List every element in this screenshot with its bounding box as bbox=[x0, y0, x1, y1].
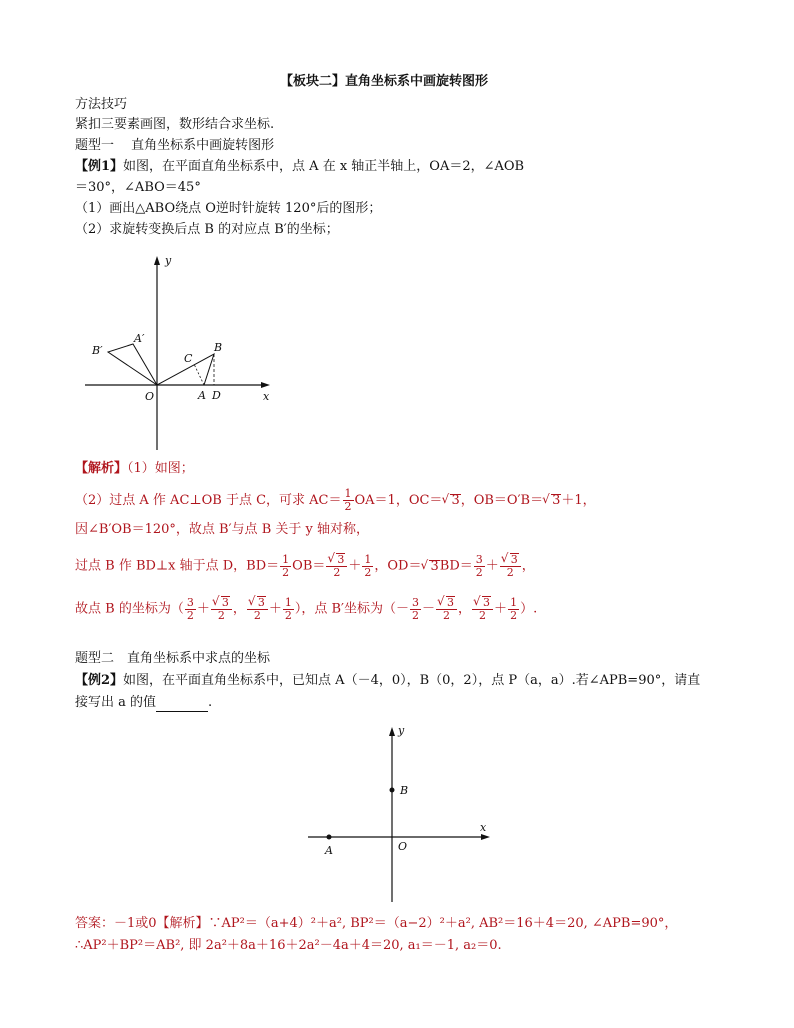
numerator: 1 bbox=[364, 552, 372, 566]
example2-label: 【例2】 bbox=[75, 673, 124, 688]
solution1-p3: 因∠B′OB＝120°，故点 B′与点 B 关于 y 轴对称， bbox=[75, 522, 369, 537]
denominator: 2 bbox=[217, 609, 225, 622]
numerator: 1 bbox=[344, 487, 352, 500]
solution1-p2 bbox=[75, 488, 596, 513]
sol1-text: （2）过点 A 作 AC⊥OB 于点 C，可求 AC＝ bbox=[75, 493, 342, 508]
fig2-label-x: x bbox=[480, 821, 487, 834]
answer-line2: ∴AP²＋BP²＝AB², 即 2a²＋8a＋16＋2a²－4a＋4＝20, a₁＝－1, a₂＝0. bbox=[75, 938, 502, 953]
fig1-label-o: O bbox=[145, 390, 155, 403]
fig2-y-arrow bbox=[389, 727, 395, 736]
fig1-label-y: y bbox=[165, 254, 172, 267]
sol1-text: ＋ bbox=[348, 558, 362, 574]
numerator bbox=[500, 553, 521, 567]
fig2-label-a: A bbox=[325, 844, 333, 857]
fig1-label-d: D bbox=[212, 389, 221, 402]
example1-label: 【例1】 bbox=[75, 159, 124, 174]
fig2-point-b bbox=[390, 788, 395, 793]
denominator: 2 bbox=[284, 608, 292, 622]
sol1-text: OA＝1，OC＝ bbox=[354, 493, 443, 508]
example2-text: 接写出 a 的值 bbox=[75, 695, 157, 710]
solution1-p1 bbox=[75, 460, 194, 478]
fig1-label-bp: B′ bbox=[92, 344, 103, 357]
sol1-text: ＋ bbox=[268, 601, 282, 617]
fig1-segment-ac bbox=[194, 364, 204, 385]
fraction-sqrt3-half bbox=[500, 553, 521, 579]
figure-1 bbox=[80, 250, 280, 455]
sqrt3: √ 3 bbox=[482, 596, 491, 609]
sol1-text: 过点 B 作 BD⊥x 轴于点 D，BD＝ bbox=[75, 558, 280, 574]
fraction-three-half bbox=[474, 554, 485, 579]
sqrt3: √ 3 bbox=[551, 494, 561, 507]
solution1-p4 bbox=[75, 553, 535, 579]
fig2-point-a bbox=[327, 835, 332, 840]
example1-question1: （1）画出△ABO绕点 O逆时针旋转 120°后的图形； bbox=[75, 201, 382, 216]
sol1-text: ， bbox=[232, 601, 246, 617]
sol1-text: ＋ bbox=[485, 558, 499, 574]
fraction-half bbox=[283, 597, 294, 622]
sol1-text: BD＝ bbox=[439, 558, 473, 574]
numerator bbox=[326, 553, 347, 567]
denominator: 2 bbox=[506, 566, 514, 579]
fraction-sqrt3-half bbox=[436, 596, 457, 622]
denominator: 2 bbox=[479, 609, 487, 622]
sol1-text: ）. bbox=[520, 601, 538, 617]
denominator: 2 bbox=[412, 608, 420, 622]
sol1-text: ， bbox=[458, 601, 472, 617]
page-title: 【板块二】直角坐标系中画旋转图形 bbox=[280, 74, 489, 89]
fig2-label-y: y bbox=[398, 724, 405, 737]
fig1-y-arrow bbox=[154, 256, 160, 265]
sol1-text: － bbox=[422, 601, 436, 617]
denominator: 2 bbox=[333, 566, 341, 579]
sol1-text: 故点 B 的坐标为（ bbox=[75, 601, 184, 617]
numerator: 3 bbox=[412, 595, 420, 609]
example2-text: . bbox=[208, 695, 213, 710]
solution1-p5 bbox=[75, 596, 537, 622]
fraction-half bbox=[280, 554, 291, 579]
sol1-text: ＋ bbox=[196, 601, 210, 617]
fraction-sqrt3-half bbox=[326, 553, 347, 579]
fig1-label-x: x bbox=[263, 390, 270, 403]
example2-line2 bbox=[75, 694, 212, 712]
sqrt3: √ 3 bbox=[336, 553, 345, 566]
sol1-text: ＋ bbox=[494, 601, 508, 617]
solution1-part1: （1）如图； bbox=[127, 461, 194, 476]
fraction-three-half bbox=[185, 597, 196, 622]
sqrt3: √ 3 bbox=[429, 560, 439, 573]
solution1-label: 【解析】 bbox=[75, 461, 128, 476]
method-text: 紧扣三要素画图，数形结合求坐标. bbox=[75, 117, 275, 132]
fig1-label-ap: A′ bbox=[134, 332, 145, 345]
example2-line1 bbox=[75, 672, 700, 690]
numerator bbox=[247, 596, 268, 610]
sol1-text: ），点 B′坐标为（－ bbox=[294, 601, 410, 617]
sol1-text: ， bbox=[521, 558, 535, 574]
numerator bbox=[436, 596, 457, 610]
denominator: 2 bbox=[475, 565, 483, 579]
figure-2 bbox=[300, 722, 500, 907]
answer-line1: 答案：－1或0【解析】∵AP²＝（a+4）²＋a², BP²＝（a−2）²＋a², AB²＝16＋4＝20, ∠APB=90°， bbox=[75, 916, 678, 931]
fig2-label-b: B bbox=[400, 784, 409, 797]
numerator bbox=[472, 596, 493, 610]
sol1-text: ，OB＝O′B＝ bbox=[460, 493, 544, 508]
type1-heading: 题型一 直角坐标系中画旋转图形 bbox=[75, 138, 275, 153]
numerator: 1 bbox=[284, 595, 292, 609]
sqrt3: √ 3 bbox=[257, 596, 266, 609]
example1-line1 bbox=[75, 158, 524, 176]
numerator: 1 bbox=[510, 595, 518, 609]
fig1-triangle-rotated bbox=[108, 344, 157, 385]
numerator: 3 bbox=[186, 595, 194, 609]
sqrt3: √ 3 bbox=[446, 596, 455, 609]
sqrt3: √ 3 bbox=[450, 494, 460, 507]
fraction-three-half bbox=[410, 597, 421, 622]
sol1-text: OB＝ bbox=[292, 558, 326, 574]
numerator bbox=[211, 596, 232, 610]
fig1-label-a: A bbox=[198, 389, 206, 402]
denominator: 2 bbox=[364, 565, 372, 579]
denominator: 2 bbox=[510, 608, 518, 622]
fraction-sqrt3-half bbox=[247, 596, 268, 622]
type2-heading: 题型二 直角坐标系中求点的坐标 bbox=[75, 651, 271, 666]
denominator: 2 bbox=[344, 500, 352, 513]
answer-blank[interactable] bbox=[156, 699, 208, 712]
fig1-label-b: B bbox=[214, 341, 223, 354]
sqrt3: √ 3 bbox=[221, 596, 230, 609]
example2-text: 如图，在平面直角坐标系中，已知点 A（－4，0），B（0，2），点 P（a，a）.若∠APB=90°，请直 bbox=[123, 673, 701, 688]
fig1-x-arrow bbox=[261, 382, 270, 388]
sol1-text: ＋1， bbox=[561, 493, 596, 508]
numerator: 3 bbox=[475, 552, 483, 566]
fraction-half bbox=[362, 554, 373, 579]
fig1-label-c: C bbox=[184, 352, 193, 365]
example1-line2: ＝30°，∠ABO＝45° bbox=[75, 180, 201, 195]
fig2-x-arrow bbox=[481, 834, 490, 840]
fraction-half bbox=[508, 597, 519, 622]
numerator: 1 bbox=[282, 552, 290, 566]
sol1-text: ，OD＝ bbox=[374, 558, 422, 574]
denominator: 2 bbox=[282, 565, 290, 579]
fraction-half bbox=[343, 488, 354, 513]
example1-text: 如图，在平面直角坐标系中，点 A 在 x 轴正半轴上，OA＝2，∠AOB bbox=[123, 159, 525, 174]
fig2-label-o: O bbox=[398, 840, 408, 853]
method-heading: 方法技巧 bbox=[75, 97, 128, 112]
sqrt3: √ 3 bbox=[510, 553, 519, 566]
denominator: 2 bbox=[186, 608, 194, 622]
fraction-sqrt3-half bbox=[211, 596, 232, 622]
fraction-sqrt3-half bbox=[472, 596, 493, 622]
example1-question2: （2）求旋转变换后点 B 的对应点 B′的坐标； bbox=[75, 222, 339, 237]
denominator: 2 bbox=[253, 609, 261, 622]
denominator: 2 bbox=[443, 609, 451, 622]
